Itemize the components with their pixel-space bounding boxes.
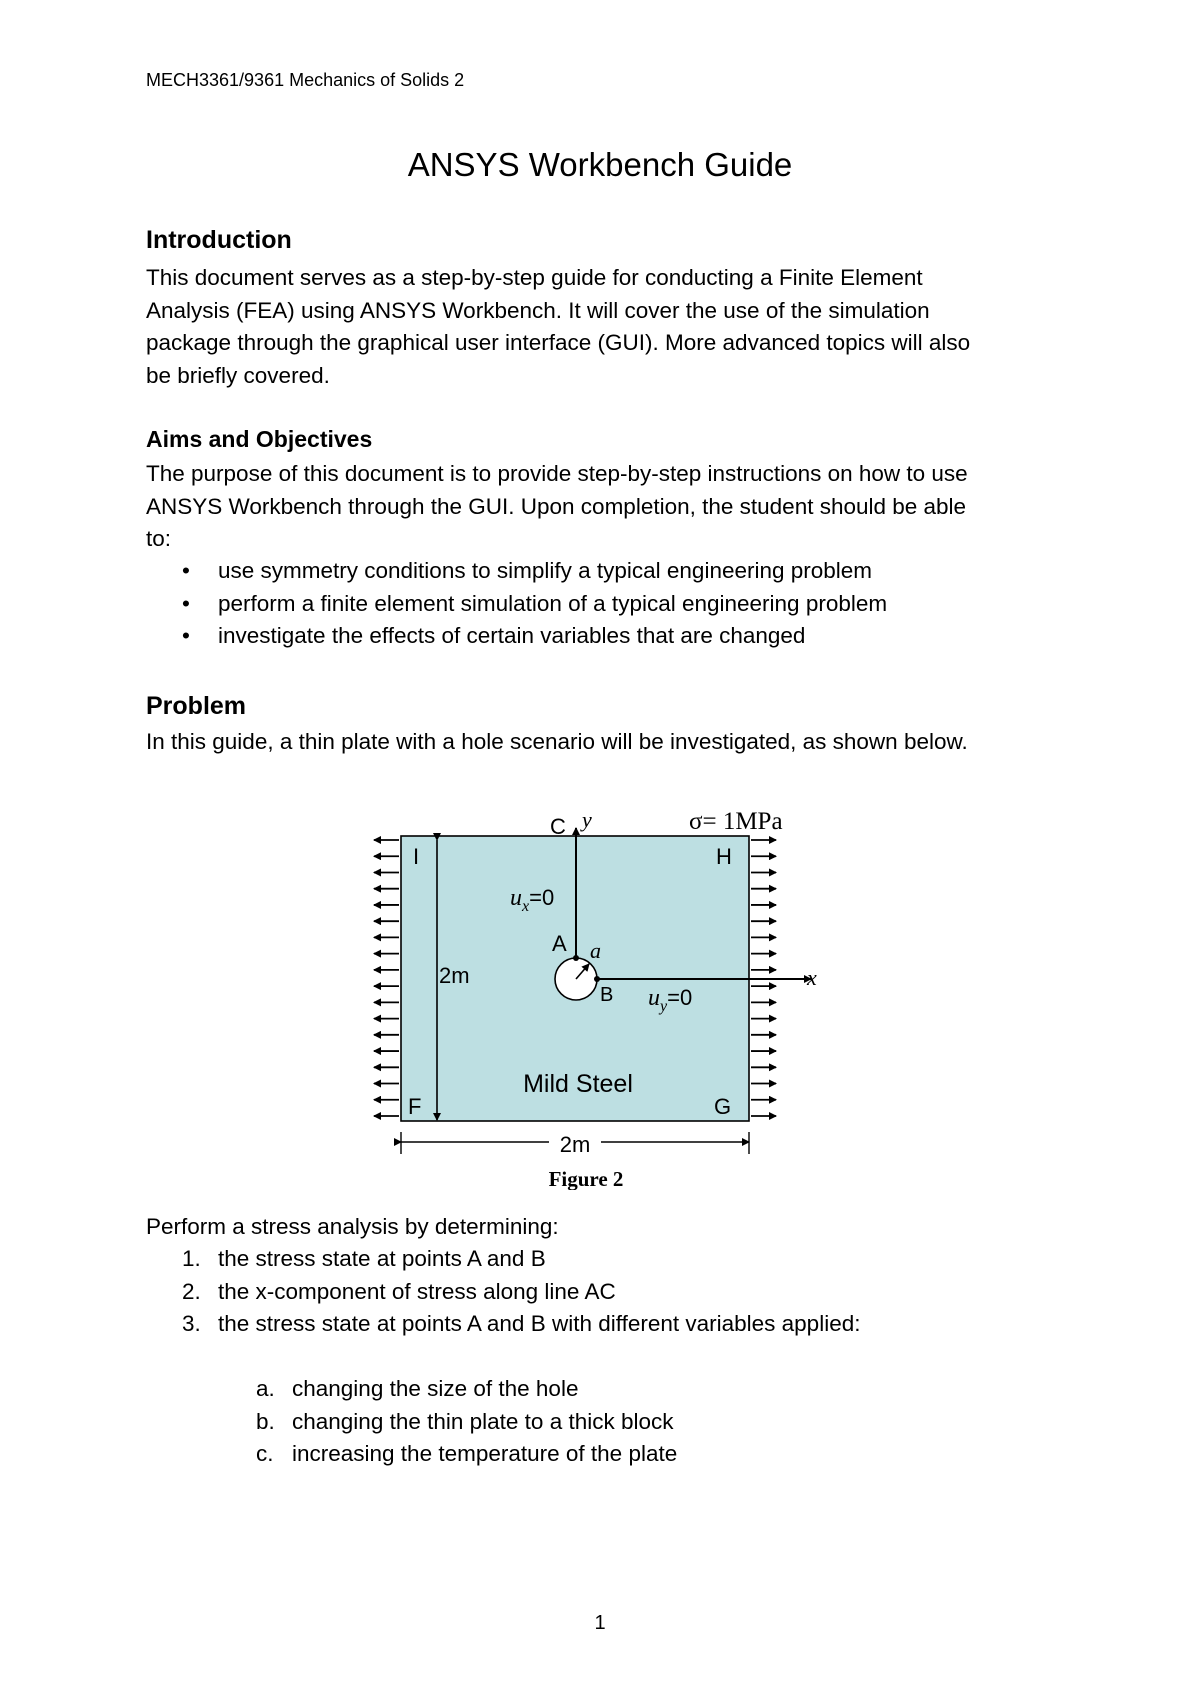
problem-intro: In this guide, a thin plate with a hole scenario will be investigated, as shown below. [146, 729, 968, 754]
intro-paragraph [146, 262, 1066, 392]
list-marker: 3. [182, 1311, 201, 1336]
list-item-text: changing the thin plate to a thick block [292, 1408, 674, 1434]
point-c-label: C [550, 814, 566, 839]
ux-boundary-condition: $u_x=0$ [510, 885, 555, 915]
page-number: 1 [594, 1612, 606, 1634]
list-item [256, 1438, 678, 1471]
list-item [182, 1308, 861, 1341]
variables-sublist [256, 1373, 678, 1471]
point-a-label: A [552, 931, 567, 956]
list-marker: c. [256, 1441, 274, 1466]
list-item [182, 1243, 860, 1276]
problem-heading: Problem [146, 692, 247, 720]
y-axis-label: y [582, 807, 592, 832]
list-item-text: increasing the temperature of the plate [292, 1441, 678, 1466]
corner-g-label: G [714, 1094, 732, 1119]
tasks-lead: Perform a stress analysis by determining: [146, 1214, 559, 1239]
point-b-marker [594, 976, 600, 982]
corner-f-label: F [408, 1094, 422, 1119]
intro-heading: Introduction [146, 226, 292, 254]
corner-h-label: H [716, 844, 732, 869]
list-marker: b. [256, 1408, 275, 1434]
intro-line: package through the graphical user interface (GUI). More advanced topics will also [146, 330, 971, 355]
radius-label: a [590, 938, 601, 963]
list-item-text: the x-component of stress along line AC [218, 1278, 616, 1304]
list-item [256, 1373, 677, 1406]
aims-line: ANSYS Workbench through the GUI. Upon completion, the student should be able [146, 493, 967, 519]
corner-i-label: I [413, 844, 420, 869]
point-a-marker [573, 955, 579, 961]
aims-heading: Aims and Objectives [146, 426, 373, 452]
left-traction-arrows [374, 840, 399, 1116]
aims-line: The purpose of this document is to provide step-by-step instructions on how to use [146, 461, 968, 486]
list-item: • use symmetry conditions to simplify a typical engineering problem [218, 555, 887, 588]
objectives-list [218, 555, 887, 653]
list-item-text: changing the size of the hole [292, 1376, 579, 1401]
figure-caption: Figure 2 [548, 1167, 624, 1190]
uy-boundary-condition: $u_y=0$ [648, 985, 693, 1015]
tasks-list [182, 1243, 861, 1341]
running-header: MECH3361/9361 Mechanics of Solids 2 [146, 70, 465, 90]
x-axis-label: x [807, 965, 817, 990]
material-label: Mild Steel [523, 1070, 633, 1098]
intro-line: Analysis (FEA) using ANSYS Workbench. It will cover the use of the simulation [146, 297, 930, 323]
list-marker: a. [256, 1376, 275, 1401]
list-item-text: the stress state at points A and B with different variables applied: [218, 1311, 861, 1336]
intro-line: This document serves as a step-by-step guide for conducting a Finite Element [146, 265, 923, 290]
point-b-label: B [600, 984, 614, 1006]
list-item [256, 1406, 677, 1439]
height-dimension-label: 2m [439, 963, 470, 988]
width-dimension-label: 2m [559, 1132, 591, 1157]
list-item: • perform a finite element simulation of a typical engineering problem [218, 588, 887, 621]
list-marker: 1. [182, 1246, 201, 1271]
plate-with-hole-figure [360, 790, 840, 1190]
list-marker: 2. [182, 1278, 201, 1304]
intro-line: be briefly covered. [146, 362, 330, 388]
list-item: • investigate the effects of certain variables that are changed [218, 620, 887, 653]
aims-paragraph [146, 458, 1066, 556]
stress-label: σ= 1MPa [689, 808, 783, 835]
aims-line: to: [146, 526, 172, 551]
document-title: ANSYS Workbench Guide [407, 146, 793, 183]
list-item-text: the stress state at points A and B [218, 1246, 546, 1271]
list-item [182, 1276, 860, 1309]
